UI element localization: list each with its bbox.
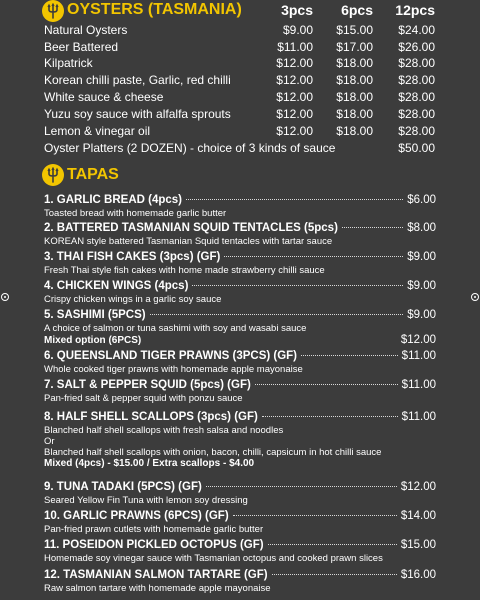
tapas-item-price: $11.00	[401, 411, 436, 423]
tapas-item-price: $11.00	[401, 379, 436, 391]
tapas-item	[44, 221, 436, 247]
tapas-item-line	[44, 279, 436, 294]
tapas-item-line	[44, 568, 436, 583]
oyster-price-6pcs: $18.00	[336, 124, 373, 138]
tapas-item-description: Fresh Thai style fish cakes with home made strawberry chilli sauce	[44, 265, 325, 276]
tapas-item-name: 6. QUEENSLAND TIGER PRAWNS (3PCS) (GF)	[44, 350, 298, 362]
oyster-name: Yuzu soy sauce with alfalfa sprouts	[44, 107, 231, 121]
dot-leader	[186, 199, 403, 200]
oyster-name: Korean chilli paste, Garlic, red chilli	[44, 73, 231, 87]
col-3pcs: 3pcs	[281, 2, 313, 18]
tapas-item-line	[44, 410, 436, 425]
tapas-item-price: $9.00	[407, 251, 436, 263]
oyster-row	[44, 123, 480, 139]
tapas-item-line	[44, 193, 436, 208]
dot-leader	[342, 227, 403, 228]
tapas-item-name: 4. CHICKEN WINGS (4pcs)	[44, 280, 189, 292]
oyster-row	[44, 89, 480, 105]
dot-leader	[272, 574, 397, 575]
registration-mark-icon	[471, 293, 479, 301]
tapas-item	[44, 509, 436, 535]
tapas-item-line	[44, 221, 436, 236]
oyster-price-12pcs: $28.00	[398, 73, 435, 87]
dot-leader	[192, 285, 403, 286]
dot-leader	[206, 486, 397, 487]
tapas-item-name: 10. GARLIC PRAWNS (6PCS) (GF)	[44, 510, 229, 522]
oyster-price-3pcs: $12.00	[276, 107, 313, 121]
oyster-price-12pcs: $28.00	[398, 90, 435, 104]
oyster-price-12pcs: $28.00	[398, 124, 435, 138]
oyster-price-12pcs: $50.00	[398, 141, 435, 155]
tapas-item-description: Crispy chicken wings in a garlic soy sauce	[44, 294, 222, 305]
tapas-item-note: Mixed (4pcs) - $15.00 / Extra scallops - $4.00	[44, 458, 255, 469]
oyster-price-3pcs: $12.00	[276, 56, 313, 70]
tapas-item-price: $12.00	[400, 481, 436, 493]
oyster-price-6pcs: $18.00	[336, 107, 373, 121]
dot-leader	[262, 416, 398, 417]
dot-leader	[268, 544, 397, 545]
tapas-item-price: $8.00	[407, 222, 436, 234]
oyster-name: Oyster Platters (2 DOZEN) - choice of 3 kinds of sauce	[44, 141, 336, 155]
tapas-item-line	[44, 538, 436, 553]
oysters-title: OYSTERS (TASMANIA)	[67, 1, 242, 18]
tapas-item-price: $16.00	[400, 569, 436, 581]
oyster-row	[44, 55, 480, 71]
tapas-item	[44, 279, 436, 305]
oyster-name: White sauce & cheese	[44, 90, 164, 104]
tapas-item-line	[44, 308, 436, 323]
tapas-item-description: Seared Yellow Fin Tuna with lemon soy dressing	[44, 495, 248, 506]
tapas-item-description: Raw salmon tartare with homemade apple mayonaise	[44, 583, 271, 594]
tapas-item-description: Whole cooked tiger prawns with homemade apple mayonaise	[44, 364, 303, 375]
col-12pcs: 12pcs	[395, 2, 435, 18]
tapas-item-name: 5. SASHIMI (5PCS)	[44, 309, 146, 321]
tapas-item	[44, 538, 436, 564]
oyster-price-12pcs: $24.00	[398, 23, 435, 37]
tapas-item-price: $14.00	[400, 510, 436, 522]
tapas-item-line	[44, 480, 436, 495]
tapas-item	[44, 378, 436, 404]
oysters-header	[42, 0, 478, 22]
dot-leader	[255, 384, 398, 385]
tapas-item-price: $9.00	[407, 309, 436, 321]
tapas-item	[44, 308, 436, 347]
oyster-name: Lemon & vinegar oil	[44, 124, 151, 138]
trident-icon	[42, 164, 64, 186]
tapas-title: TAPAS	[67, 166, 119, 183]
oyster-name: Kilpatrick	[44, 56, 93, 70]
tapas-item-name: 2. BATTERED TASMANIAN SQUID TENTACLES (5pcs)	[44, 222, 338, 234]
tapas-item	[44, 568, 436, 594]
tapas-item-description: Blanched half shell scallops with fresh salsa and noodles	[44, 425, 284, 436]
tapas-item-name: 3. THAI FISH CAKES (3pcs) (GF)	[44, 251, 221, 263]
oyster-name: Beer Battered	[44, 40, 119, 54]
tapas-item-name: 1. GARLIC BREAD (4pcs)	[44, 194, 183, 206]
oyster-price-3pcs: $9.00	[282, 23, 313, 37]
tapas-item-name: 8. HALF SHELL SCALLOPS (3pcs) (GF)	[44, 411, 258, 423]
oyster-row	[44, 72, 480, 88]
tapas-item-line	[44, 509, 436, 524]
or-text: Or	[44, 436, 55, 447]
oyster-price-3pcs: $12.00	[276, 73, 313, 87]
tapas-item-name: 9. TUNA TADAKI (5PCS) (GF)	[44, 481, 202, 493]
oyster-row	[44, 22, 480, 38]
oyster-price-6pcs: $18.00	[336, 73, 373, 87]
tapas-item	[44, 349, 436, 375]
dot-leader	[233, 515, 397, 516]
tapas-item	[44, 480, 436, 506]
oyster-price-3pcs: $11.00	[277, 40, 313, 54]
tapas-item-line	[44, 349, 436, 364]
tapas-item-price: $11.00	[401, 350, 436, 362]
oyster-price-6pcs: $18.00	[336, 56, 373, 70]
tapas-item-line	[44, 378, 436, 393]
tapas-item-price: $6.00	[407, 194, 436, 206]
trident-icon	[42, 0, 64, 22]
sub-option-price: $12.00	[400, 334, 436, 346]
oyster-row	[44, 106, 480, 122]
tapas-item-description: KOREAN style battered Tasmanian Squid tentacles with tartar sauce	[44, 236, 333, 247]
tapas-item	[44, 250, 436, 276]
tapas-item-price: $15.00	[400, 539, 436, 551]
tapas-item-description: A choice of salmon or tuna sashimi with soy and wasabi sauce	[44, 323, 307, 334]
tapas-item-description-alt: Blanched half shell scallops with onion, bacon, chilli, capsicum in hot chilli sauce	[44, 447, 382, 458]
tapas-item-description: Homemade soy vinegar sauce with Tasmanian octopus and cooked prawn slices	[44, 553, 383, 564]
tapas-item-description: Pan-fried prawn cutlets with homemade garlic butter	[44, 524, 264, 535]
dot-leader	[301, 355, 398, 356]
oyster-price-12pcs: $28.00	[398, 56, 435, 70]
tapas-item	[44, 410, 436, 470]
dot-leader	[224, 256, 403, 257]
oyster-row	[44, 39, 480, 55]
tapas-item-name: 12. TASMANIAN SALMON TARTARE (GF)	[44, 569, 268, 581]
registration-mark-icon	[1, 293, 9, 301]
tapas-sub-option	[44, 334, 436, 347]
oyster-price-12pcs: $28.00	[398, 107, 435, 121]
tapas-item-name: 11. POSEIDON PICKLED OCTOPUS (GF)	[44, 539, 264, 551]
tapas-item	[44, 193, 436, 219]
tapas-header	[42, 164, 478, 186]
oyster-row	[44, 140, 480, 156]
oyster-price-3pcs: $12.00	[276, 124, 313, 138]
oyster-price-3pcs: $12.00	[276, 90, 313, 104]
col-6pcs: 6pcs	[341, 2, 373, 18]
oyster-price-6pcs: $18.00	[336, 90, 373, 104]
oyster-name: Natural Oysters	[44, 23, 128, 37]
oyster-price-12pcs: $26.00	[398, 40, 435, 54]
oyster-price-6pcs: $15.00	[336, 23, 373, 37]
dot-leader	[150, 314, 404, 315]
tapas-item-line	[44, 250, 436, 265]
tapas-item-price: $9.00	[407, 280, 436, 292]
sub-option-name: Mixed option (6PCS)	[44, 335, 142, 346]
tapas-item-name: 7. SALT & PEPPER SQUID (5pcs) (GF)	[44, 379, 251, 391]
tapas-item-description: Toasted bread with homemade garlic butter	[44, 208, 227, 219]
oyster-price-6pcs: $17.00	[336, 40, 373, 54]
tapas-item-description: Pan-fried salt & pepper squid with ponzu sauce	[44, 393, 243, 404]
